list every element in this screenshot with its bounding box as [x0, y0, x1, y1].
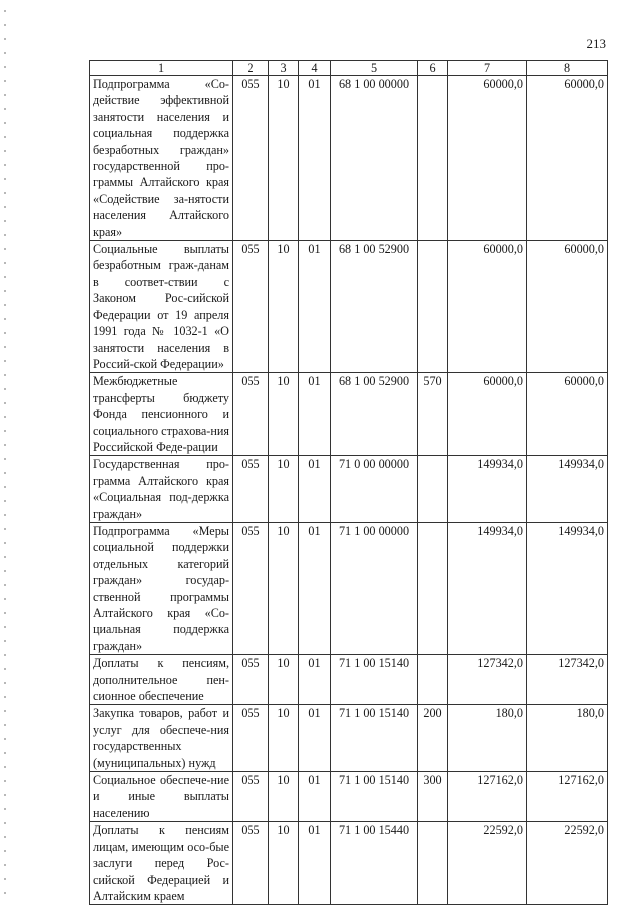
row-name-cell: Доплаты к пенсиям, дополнительное пен-сионное обеспечение: [90, 655, 233, 705]
row-col2-cell: 055: [233, 76, 269, 241]
row-col8-cell: 60000,0: [527, 241, 608, 373]
row-col5-cell: 71 1 00 15140: [331, 772, 418, 822]
row-col5-cell: 68 1 00 52900: [331, 373, 418, 456]
row-name-cell: Межбюджетные трансферты бюджету Фонда пенсионного и социального страхова-ния Российской Феде-рации: [90, 373, 233, 456]
row-col6-cell: 570: [418, 373, 448, 456]
row-col8-cell: 180,0: [527, 705, 608, 772]
row-col5-cell: 71 0 00 00000: [331, 456, 418, 523]
row-name-cell: Доплаты к пенсиям лицам, имеющим осо-бые заслуги перед Рос-сийской Федерацией и Алтайским краем: [90, 822, 233, 905]
row-col7-cell: 180,0: [448, 705, 527, 772]
table-row: [90, 705, 608, 772]
row-col2-cell: 055: [233, 655, 269, 705]
row-col2-cell: 055: [233, 456, 269, 523]
row-col3-cell: 10: [269, 241, 299, 373]
column-header: 1: [90, 61, 233, 76]
column-header: 2: [233, 61, 269, 76]
row-col2-cell: 055: [233, 373, 269, 456]
column-header: 7: [448, 61, 527, 76]
scan-edge-dots: [4, 0, 7, 904]
row-col2-cell: 055: [233, 522, 269, 654]
row-col6-cell: [418, 241, 448, 373]
row-col5-cell: 71 1 00 15440: [331, 822, 418, 905]
row-name-cell: Подпрограмма «Меры социальной поддержки отдельных категорий граждан» государ-ственной программы Алтайского края «Со-циальная поддержка граждан»: [90, 522, 233, 654]
row-col3-cell: 10: [269, 705, 299, 772]
row-col6-cell: [418, 822, 448, 905]
row-col4-cell: 01: [299, 655, 331, 705]
row-col4-cell: 01: [299, 705, 331, 772]
row-col8-cell: 60000,0: [527, 373, 608, 456]
row-col4-cell: 01: [299, 241, 331, 373]
row-col7-cell: 149934,0: [448, 522, 527, 654]
row-name-cell: Подпрограмма «Со-действие эффективной занятости населения и социальная поддержка безработных граждан» государственной про-граммы Алтайского края «Содействие за-нятости населения Алтайского края»: [90, 76, 233, 241]
column-header: 3: [269, 61, 299, 76]
table-row: [90, 456, 608, 523]
page-number: 213: [586, 36, 606, 51]
column-header: 8: [527, 61, 608, 76]
row-col4-cell: 01: [299, 456, 331, 523]
row-col6-cell: [418, 76, 448, 241]
table-row: [90, 772, 608, 822]
table-row: [90, 822, 608, 905]
column-header: 6: [418, 61, 448, 76]
row-col3-cell: 10: [269, 655, 299, 705]
row-col6-cell: [418, 456, 448, 523]
row-col5-cell: 68 1 00 00000: [331, 76, 418, 241]
row-col3-cell: 10: [269, 772, 299, 822]
table-row: [90, 655, 608, 705]
row-col7-cell: 149934,0: [448, 456, 527, 523]
row-col6-cell: [418, 655, 448, 705]
row-col7-cell: 127162,0: [448, 772, 527, 822]
row-col7-cell: 60000,0: [448, 76, 527, 241]
row-col4-cell: 01: [299, 522, 331, 654]
row-col8-cell: 127162,0: [527, 772, 608, 822]
row-col5-cell: 71 1 00 15140: [331, 705, 418, 772]
row-col8-cell: 149934,0: [527, 522, 608, 654]
row-col6-cell: [418, 522, 448, 654]
row-col8-cell: 127342,0: [527, 655, 608, 705]
row-col7-cell: 60000,0: [448, 373, 527, 456]
row-name-cell: Социальное обеспече-ние и иные выплаты населению: [90, 772, 233, 822]
row-col7-cell: 60000,0: [448, 241, 527, 373]
row-col4-cell: 01: [299, 772, 331, 822]
table-row: [90, 76, 608, 241]
row-col4-cell: 01: [299, 76, 331, 241]
row-col2-cell: 055: [233, 772, 269, 822]
row-col8-cell: 22592,0: [527, 822, 608, 905]
row-name-cell: Государственная про-грамма Алтайского края «Социальная под-держка граждан»: [90, 456, 233, 523]
row-col6-cell: 300: [418, 772, 448, 822]
row-name-cell: Закупка товаров, работ и услуг для обеспече-ния государственных (муниципальных) нужд: [90, 705, 233, 772]
row-col5-cell: 71 1 00 15140: [331, 655, 418, 705]
row-col5-cell: 68 1 00 52900: [331, 241, 418, 373]
table-row: [90, 241, 608, 373]
row-col6-cell: 200: [418, 705, 448, 772]
table-row: [90, 373, 608, 456]
row-name-cell: Социальные выплаты безработным граж-данам в соответ-ствии с Законом Рос-сийской Федерации от 19 апреля 1991 года № 1032-1 «О занятости населения в Россий-ской Федерации»: [90, 241, 233, 373]
budget-table: [89, 60, 608, 905]
row-col5-cell: 71 1 00 00000: [331, 522, 418, 654]
row-col4-cell: 01: [299, 822, 331, 905]
row-col3-cell: 10: [269, 373, 299, 456]
row-col2-cell: 055: [233, 705, 269, 772]
row-col8-cell: 60000,0: [527, 76, 608, 241]
row-col7-cell: 22592,0: [448, 822, 527, 905]
row-col2-cell: 055: [233, 241, 269, 373]
row-col4-cell: 01: [299, 373, 331, 456]
row-col2-cell: 055: [233, 822, 269, 905]
column-header: 5: [331, 61, 418, 76]
row-col3-cell: 10: [269, 522, 299, 654]
table-row: [90, 522, 608, 654]
table-body: [90, 76, 608, 905]
row-col3-cell: 10: [269, 456, 299, 523]
row-col3-cell: 10: [269, 822, 299, 905]
column-header: 4: [299, 61, 331, 76]
table-header-row: [90, 61, 608, 76]
row-col7-cell: 127342,0: [448, 655, 527, 705]
row-col8-cell: 149934,0: [527, 456, 608, 523]
row-col3-cell: 10: [269, 76, 299, 241]
